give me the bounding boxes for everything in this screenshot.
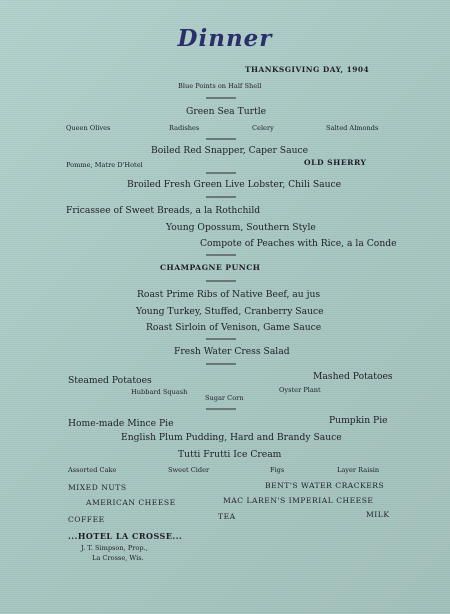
relish-item: Salted Almonds [326,124,379,132]
relish-item: Radishes [169,124,200,132]
divider [206,254,236,256]
extra-item: AMERICAN CHEESE [86,498,176,507]
roast-item: Young Turkey, Stuffed, Cranberry Sauce [136,306,324,317]
divider [206,363,236,365]
entree-item: Young Opossum, Southern Style [166,222,316,233]
divider [206,97,236,99]
fish-side: Pomme, Matre D'Hotel [66,161,143,169]
divider [206,408,236,410]
hotel-proprietor: J. T. Simpson, Prop., [81,544,148,552]
divider [206,172,236,174]
menu-title: Dinner [177,25,273,52]
divider [206,196,236,198]
relish-item: Queen Olives [66,124,111,132]
lobster-course: Broiled Fresh Green Live Lobster, Chili Sauce [127,179,342,190]
ice-cream-course: Tutti Frutti Ice Cream [178,449,282,460]
extra-item: TEA [218,512,236,521]
hotel-name: ...HOTEL LA CROSSE... [68,531,183,541]
oysters-course: Blue Points on Half Shell [178,82,262,90]
pie-item: Pumpkin Pie [329,415,388,426]
pudding-course: English Plum Pudding, Hard and Brandy Sauce [121,432,342,443]
extra-item: MIXED NUTS [68,483,127,492]
fish-course: Boiled Red Snapper, Caper Sauce [151,145,309,156]
dessert-item: Layer Raisin [337,466,380,474]
roast-item: Roast Sirloin of Venison, Game Sauce [146,322,322,333]
dessert-item: Assorted Cake [68,466,117,474]
menu-date: THANKSGIVING DAY, 1904 [245,65,370,74]
extra-item: BENT'S WATER CRACKERS [265,481,385,490]
roast-item: Roast Prime Ribs of Native Beef, au jus [137,289,321,300]
relish-item: Celery [252,124,274,132]
divider [206,338,236,340]
extra-item: COFFEE [68,515,105,524]
divider [206,138,236,140]
divider [206,280,236,282]
salad-course: Fresh Water Cress Salad [174,346,290,357]
punch-course: CHAMPAGNE PUNCH [160,263,261,272]
vegetable-item: Sugar Corn [205,394,244,402]
vegetable-item: Hubbard Squash [131,388,188,396]
dessert-item: Figs [270,466,285,474]
pie-item: Home-made Mince Pie [68,418,174,429]
wine-pairing: OLD SHERRY [304,158,367,167]
entree-item: Compote of Peaches with Rice, a la Conde [200,238,397,249]
entree-item: Fricassee of Sweet Breads, a la Rothchild [66,205,261,216]
hotel-location: La Crosse, Wis. [92,554,144,562]
extra-item: MILK [366,510,390,519]
vegetable-item: Oyster Plant [279,386,321,394]
soup-course: Green Sea Turtle [186,106,267,117]
dessert-item: Sweet Cider [168,466,210,474]
vegetable-item: Steamed Potatoes [68,375,152,386]
vegetable-item: Mashed Potatoes [313,371,393,382]
extra-item: MAC LAREN'S IMPERIAL CHEESE [223,496,374,505]
